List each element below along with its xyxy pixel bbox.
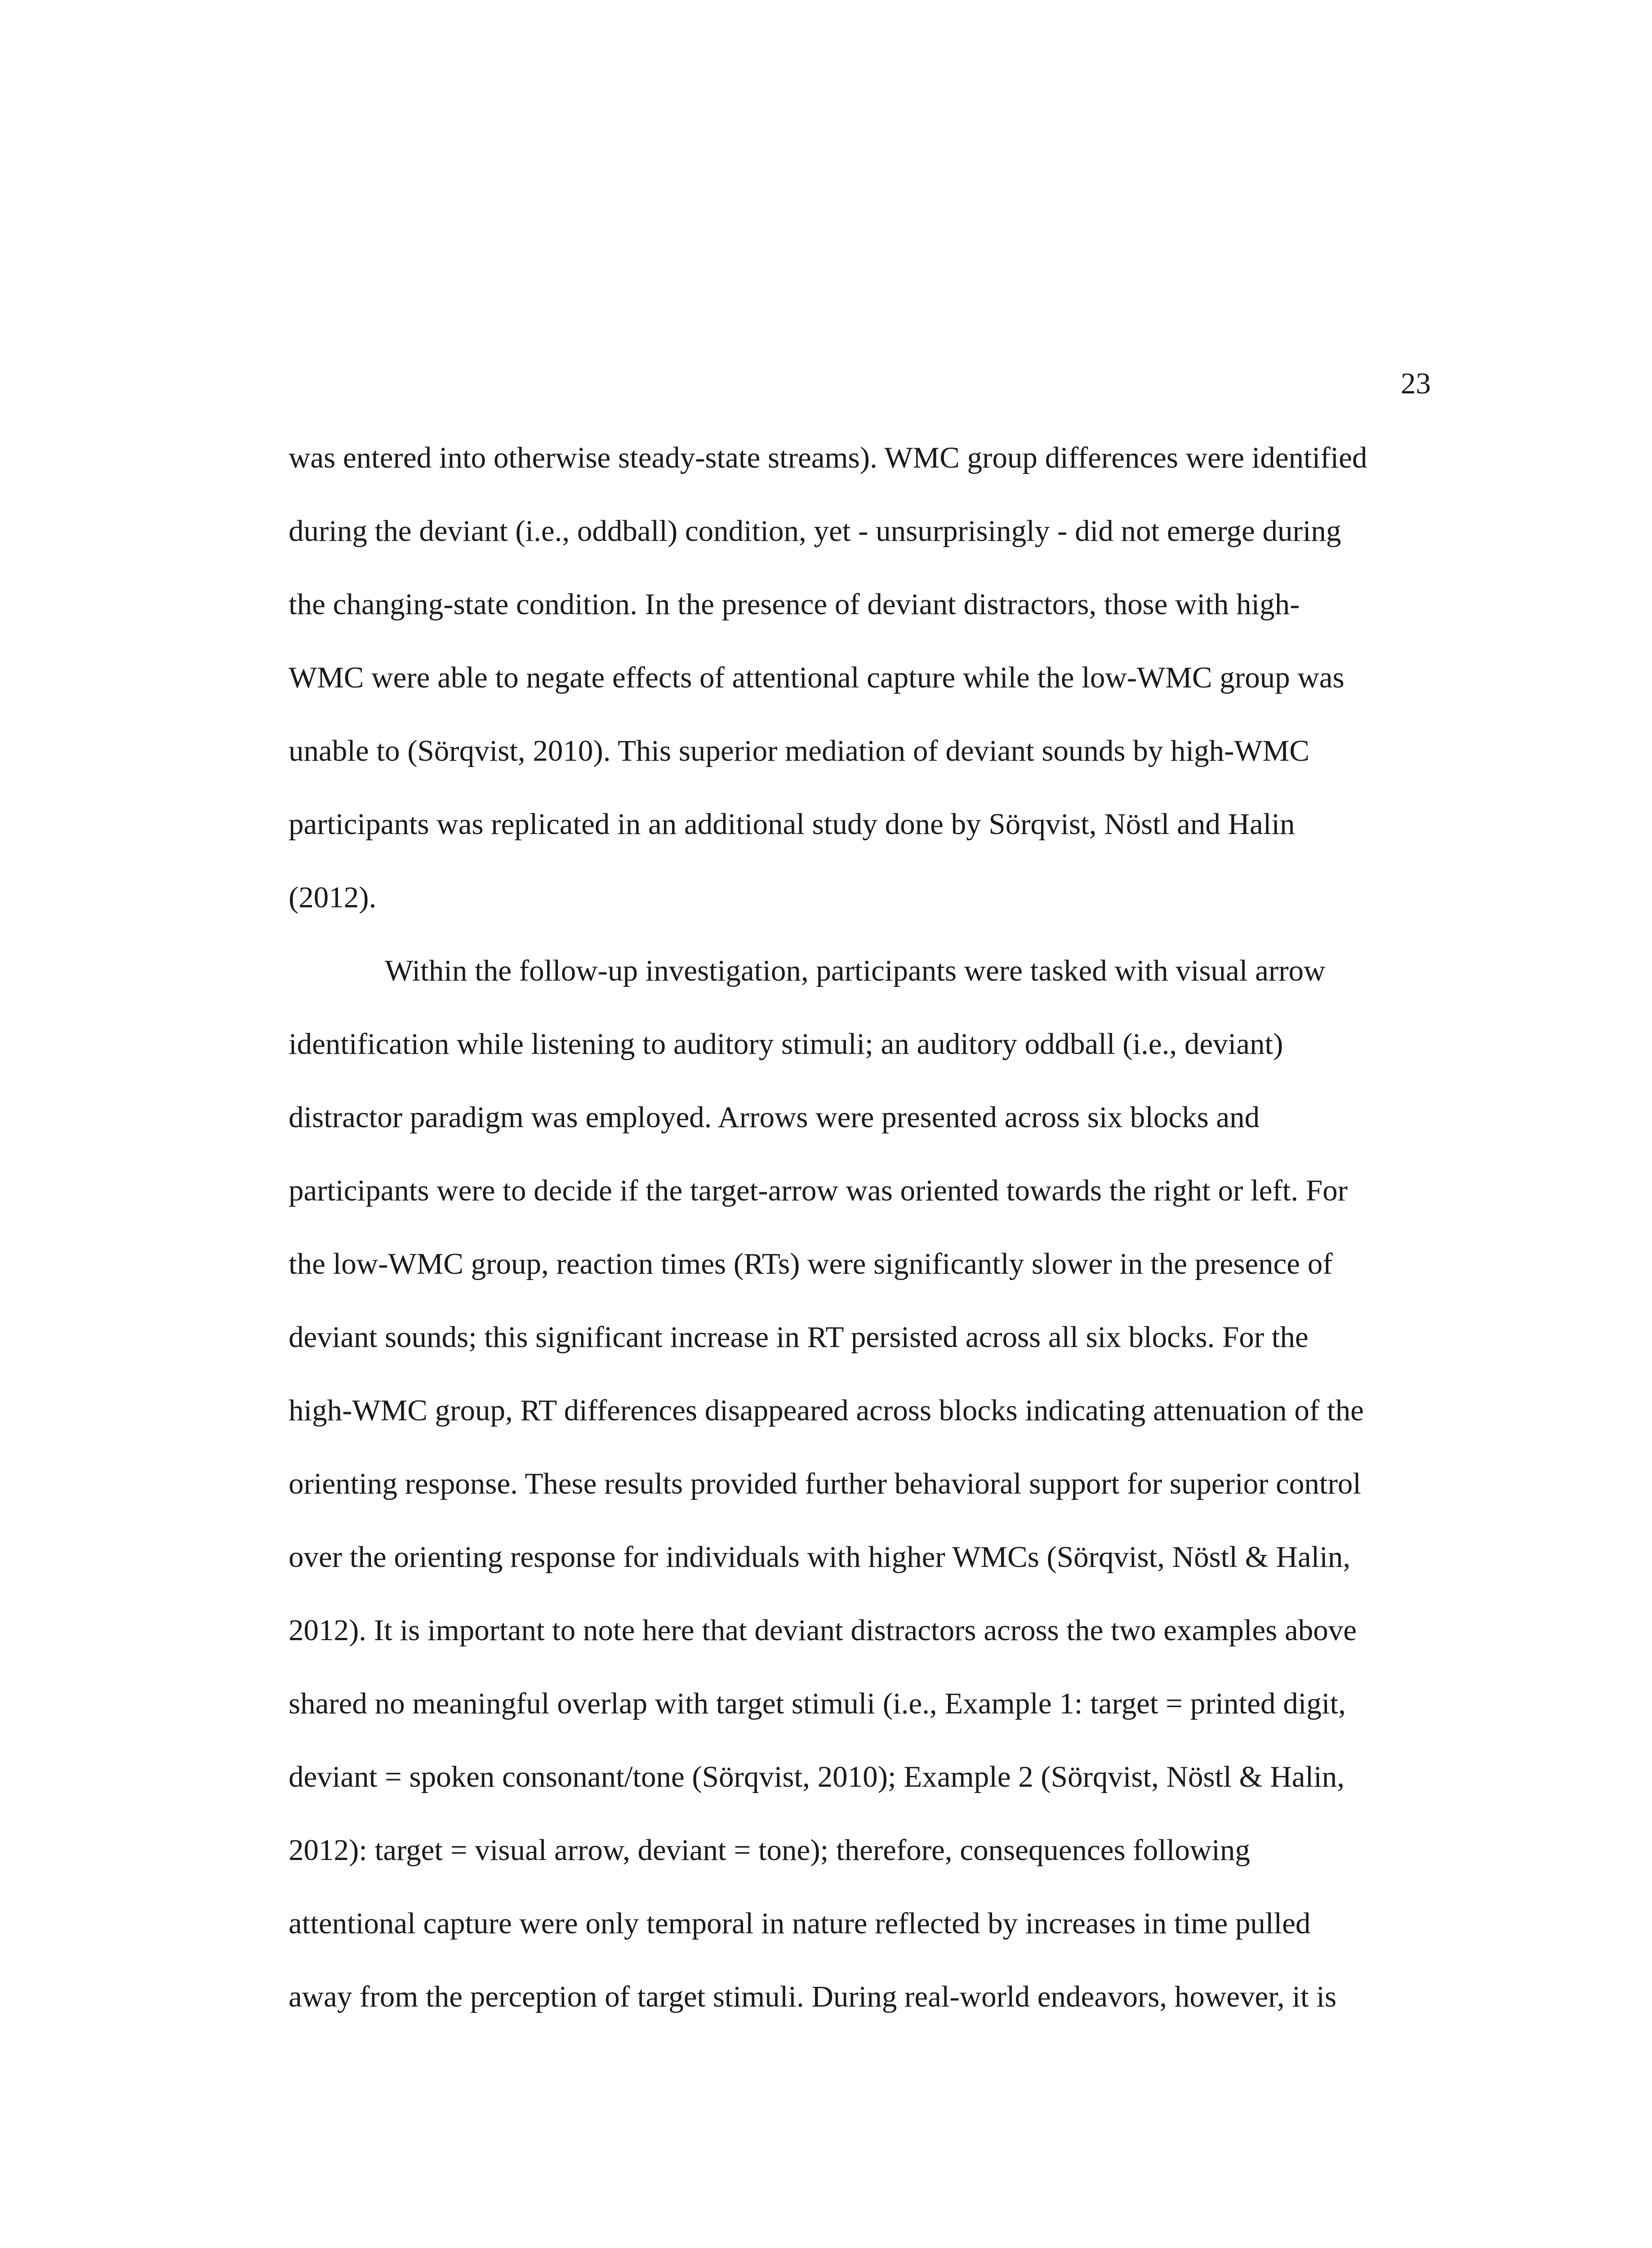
- text-line: identification while listening to auditory stimuli; an auditory oddball (i.e., deviant): [289, 1027, 1283, 1061]
- text-line: distractor paradigm was employed. Arrows were presented across six blocks and: [289, 1101, 1260, 1134]
- body-text: [289, 443, 1439, 2055]
- paragraph-first-line: Within the follow-up investigation, participants were tasked with visual arrow: [385, 954, 1326, 987]
- text-line: was entered into otherwise steady-state streams). WMC group differences were identified: [289, 441, 1367, 474]
- text-line: 2012). It is important to note here that deviant distractors across the two examples above: [289, 1614, 1357, 1647]
- text-line: deviant = spoken consonant/tone (Sörqvist, 2010); Example 2 (Sörqvist, Nöstl & Halin,: [289, 1760, 1345, 1793]
- text-line: participants was replicated in an additional study done by Sörqvist, Nöstl and Halin: [289, 807, 1295, 841]
- text-line: attentional capture were only temporal in nature reflected by increases in time pulled: [289, 1907, 1311, 1940]
- text-line: WMC were able to negate effects of attentional capture while the low-WMC group was: [289, 661, 1345, 694]
- text-line: away from the perception of target stimuli. During real-world endeavors, however, it is: [289, 1980, 1337, 2013]
- text-line: 2012): target = visual arrow, deviant = tone); therefore, consequences following: [289, 1833, 1250, 1867]
- text-line: the changing-state condition. In the presence of deviant distractors, those with high-: [289, 588, 1300, 621]
- text-line: participants were to decide if the target-arrow was oriented towards the right or left. For: [289, 1174, 1348, 1207]
- text-line: high-WMC group, RT differences disappeared across blocks indicating attenuation of the: [289, 1394, 1364, 1427]
- page-number: 23: [1401, 367, 1431, 400]
- text-line: (2012).: [289, 881, 377, 914]
- text-line: over the orienting response for individuals with higher WMCs (Sörqvist, Nöstl & Halin,: [289, 1540, 1351, 1574]
- text-line: during the deviant (i.e., oddball) condition, yet - unsurprisingly - did not emerge during: [289, 514, 1341, 548]
- text-line: unable to (Sörqvist, 2010). This superior mediation of deviant sounds by high-WMC: [289, 734, 1309, 767]
- text-line: shared no meaningful overlap with target stimuli (i.e., Example 1: target = printed digit,: [289, 1687, 1346, 1720]
- text-line: deviant sounds; this significant increase in RT persisted across all six blocks. For the: [289, 1320, 1309, 1354]
- text-line: the low-WMC group, reaction times (RTs) were significantly slower in the presence of: [289, 1247, 1333, 1280]
- text-line: orienting response. These results provided further behavioral support for superior control: [289, 1467, 1361, 1500]
